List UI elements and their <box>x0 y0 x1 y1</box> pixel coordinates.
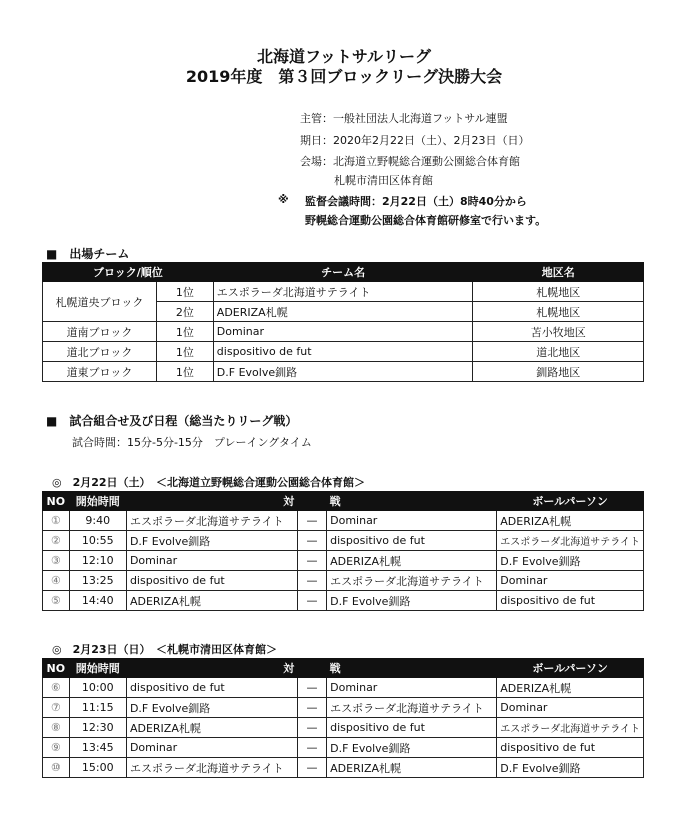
ball-person: ADERIZA札幌 <box>497 511 644 531</box>
start-time: 13:45 <box>69 738 126 758</box>
area-cell: 苫小牧地区 <box>473 322 644 342</box>
header-vs-2: 戦 <box>327 659 497 678</box>
table-row <box>43 342 644 362</box>
teams-header-row <box>43 263 644 282</box>
vs-dash: — <box>297 571 326 591</box>
header-vs-1: 対 <box>126 659 297 678</box>
match-no: ② <box>43 531 70 551</box>
rank-cell: 1位 <box>156 362 213 382</box>
table-row <box>43 698 644 718</box>
table-row <box>43 511 644 531</box>
start-time: 14:40 <box>69 591 126 611</box>
home-team: dispositivo de fut <box>126 678 297 698</box>
schedule-header-row <box>43 659 644 678</box>
header-ball-person: ボールパーソン <box>497 659 644 678</box>
ball-person: D.F Evolve釧路 <box>497 551 644 571</box>
table-row <box>43 362 644 382</box>
ball-person: ADERIZA札幌 <box>497 678 644 698</box>
start-time: 11:15 <box>69 698 126 718</box>
document-title: 北海道フットサルリーグ <box>256 47 432 66</box>
vs-dash: — <box>297 551 326 571</box>
day2-heading: ◎ 2月23日（日） ＜札幌市清田区体育館＞ <box>52 643 278 656</box>
match-no: ⑤ <box>43 591 70 611</box>
away-team: エスポラーダ北海道サテライト <box>327 571 497 591</box>
table-row <box>43 571 644 591</box>
vs-dash: — <box>297 698 326 718</box>
teams-table <box>42 262 644 382</box>
vs-dash: — <box>297 758 326 778</box>
block-cell: 道南ブロック <box>43 322 157 342</box>
document-subtitle: 2019年度 第３回ブロックリーグ決勝大会 <box>185 67 503 86</box>
day1-schedule-table <box>42 491 644 611</box>
vs-dash: — <box>297 718 326 738</box>
home-team: ADERIZA札幌 <box>126 718 297 738</box>
area-cell: 釧路地区 <box>473 362 644 382</box>
vs-dash: — <box>297 591 326 611</box>
match-no: ① <box>43 511 70 531</box>
header-block-rank: ブロック/順位 <box>43 263 214 282</box>
home-team: ADERIZA札幌 <box>126 591 297 611</box>
table-row <box>43 531 644 551</box>
header-start-time: 開始時間 <box>69 659 126 678</box>
rank-cell: 1位 <box>156 342 213 362</box>
start-time: 12:30 <box>69 718 126 738</box>
rank-cell: 1位 <box>156 322 213 342</box>
table-row <box>43 758 644 778</box>
dates-line: 期日：2020年2月22日（土）、2月23日（日） <box>300 134 530 147</box>
team-cell: ADERIZA札幌 <box>213 302 473 322</box>
team-cell: D.F Evolve釧路 <box>213 362 473 382</box>
table-row <box>43 718 644 738</box>
start-time: 13:25 <box>69 571 126 591</box>
start-time: 15:00 <box>69 758 126 778</box>
venue-line: 会場：北海道立野幌総合運動公園総合体育館 <box>300 155 520 168</box>
ball-person: エスポラーダ北海道サテライト <box>497 531 644 551</box>
ball-person: エスポラーダ北海道サテライト <box>497 718 644 738</box>
ball-person: dispositivo de fut <box>497 591 644 611</box>
home-team: Dominar <box>126 551 297 571</box>
team-cell: Dominar <box>213 322 473 342</box>
away-team: D.F Evolve釧路 <box>327 738 497 758</box>
home-team: エスポラーダ北海道サテライト <box>126 758 297 778</box>
meeting-note-2: 野幌総合運動公園総合体育館研修室で行います。 <box>305 214 547 227</box>
away-team: dispositivo de fut <box>327 718 497 738</box>
away-team: Dominar <box>327 678 497 698</box>
match-no: ③ <box>43 551 70 571</box>
header-ball-person: ボールパーソン <box>497 492 644 511</box>
header-area: 地区名 <box>473 263 644 282</box>
area-cell: 道北地区 <box>473 342 644 362</box>
schedule-header-row <box>43 492 644 511</box>
match-no: ⑧ <box>43 718 70 738</box>
away-team: エスポラーダ北海道サテライト <box>327 698 497 718</box>
meeting-note-1: 監督会議時間：2月22日（土）8時40分から <box>305 195 527 208</box>
block-cell: 札幌道央ブロック <box>43 282 157 322</box>
header-start-time: 開始時間 <box>69 492 126 511</box>
vs-dash: — <box>297 678 326 698</box>
home-team: dispositivo de fut <box>126 571 297 591</box>
teams-section-heading: ■ 出場チーム <box>46 247 130 261</box>
header-vs-1: 対 <box>126 492 297 511</box>
day2-schedule-table <box>42 658 644 778</box>
organizer-line: 主管：一般社団法人北海道フットサル連盟 <box>300 112 508 125</box>
match-time-note: 試合時間：15分-5分-15分 プレーイングタイム <box>72 436 312 449</box>
start-time: 10:55 <box>69 531 126 551</box>
table-row <box>43 591 644 611</box>
match-no: ⑨ <box>43 738 70 758</box>
header-vs-2: 戦 <box>327 492 497 511</box>
table-row <box>43 322 644 342</box>
table-row <box>43 282 644 302</box>
table-row <box>43 678 644 698</box>
ball-person: Dominar <box>497 571 644 591</box>
rank-cell: 1位 <box>156 282 213 302</box>
ball-person: dispositivo de fut <box>497 738 644 758</box>
team-cell: dispositivo de fut <box>213 342 473 362</box>
home-team: D.F Evolve釧路 <box>126 698 297 718</box>
team-cell: エスポラーダ北海道サテライト <box>213 282 473 302</box>
schedule-section-heading: ■ 試合組合せ及び日程（総当たりリーグ戦） <box>46 414 298 428</box>
ball-person: Dominar <box>497 698 644 718</box>
note-mark: ※ <box>278 193 289 206</box>
rank-cell: 2位 <box>156 302 213 322</box>
vs-dash: — <box>297 738 326 758</box>
block-cell: 道北ブロック <box>43 342 157 362</box>
area-cell: 札幌地区 <box>473 282 644 302</box>
away-team: dispositivo de fut <box>327 531 497 551</box>
start-time: 12:10 <box>69 551 126 571</box>
ball-person: D.F Evolve釧路 <box>497 758 644 778</box>
table-row <box>43 551 644 571</box>
area-cell: 札幌地区 <box>473 302 644 322</box>
home-team: D.F Evolve釧路 <box>126 531 297 551</box>
match-no: ⑥ <box>43 678 70 698</box>
table-row <box>43 738 644 758</box>
start-time: 10:00 <box>69 678 126 698</box>
venue-line-2: 札幌市清田区体育館 <box>334 174 433 187</box>
away-team: ADERIZA札幌 <box>327 758 497 778</box>
block-cell: 道東ブロック <box>43 362 157 382</box>
away-team: Dominar <box>327 511 497 531</box>
away-team: D.F Evolve釧路 <box>327 591 497 611</box>
header-no: NO <box>43 659 70 678</box>
home-team: エスポラーダ北海道サテライト <box>126 511 297 531</box>
day1-heading: ◎ 2月22日（土） ＜北海道立野幌総合運動公園総合体育館＞ <box>52 476 366 489</box>
vs-dash: — <box>297 511 326 531</box>
start-time: 9:40 <box>69 511 126 531</box>
match-no: ④ <box>43 571 70 591</box>
home-team: Dominar <box>126 738 297 758</box>
match-no: ⑩ <box>43 758 70 778</box>
vs-dash: — <box>297 531 326 551</box>
away-team: ADERIZA札幌 <box>327 551 497 571</box>
match-no: ⑦ <box>43 698 70 718</box>
header-team-name: チーム名 <box>213 263 473 282</box>
header-no: NO <box>43 492 70 511</box>
